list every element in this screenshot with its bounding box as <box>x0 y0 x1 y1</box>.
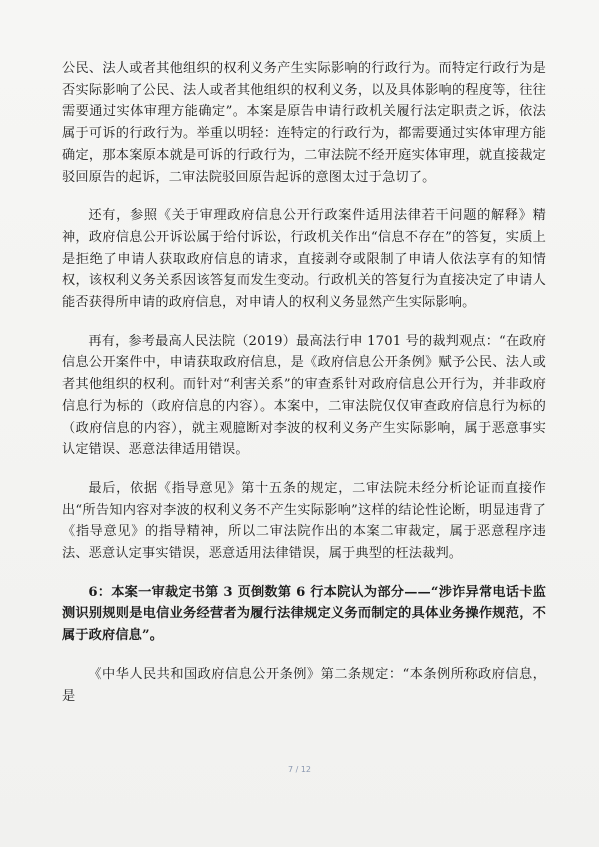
page-number: 7 / 12 <box>287 765 312 774</box>
paragraph-6: 《中华人民共和国政府信息公开条例》第二条规定：“本条例所称政府信息，是 <box>62 666 546 704</box>
paragraph-3: 再有，参考最高人民法院（2019）最高法行申 1701 号的裁判观点：“在政府信息公开案件中，申请获取政府信息，是《政府信息公开条例》赋予公民、法人或者其他组织的权利。而针对“利害关系”的审查系针对政府信息公开行为，并非政府信息行为标的（政府信息的内容）。本案中，二审法院仅仅审查政府信息行为标的（政府信息的内容），就主观臆断对李波的权利义务产生实际影响，属于恶意事实认定错误、恶意法律适用错误。 <box>62 333 546 458</box>
paragraph-4: 最后，依据《指导意见》第十五条的规定，二审法院未经分析论证而直接作出“所告知内容对李波的权利义务不产生实际影响”这样的结论性论断，明显违背了《指导意见》的指导精神，所以二审法院作出的本案二审裁定，属于恶意程序违法、恶意认定事实错误，恶意适用法律错误，属于典型的枉法裁判。 <box>62 480 546 562</box>
document-body <box>62 58 546 724</box>
paragraph-2: 还有，参照《关于审理政府信息公开行政案件适用法律若干问题的解释》精神，政府信息公开诉讼属于给付诉讼，行政机关作出“信息不存在”的答复，实质上是拒绝了申请人获取政府信息的请求，直接剥夺或限制了申请人依法享有的知情权，该权利义务关系因该答复而发生变动。行政机关的答复行为直接决定了申请人能否获得所申请的政府信息，对申请人的权利义务显然产生实际影响。 <box>62 208 546 311</box>
paragraph-1: 公民、法人或者其他组织的权利义务产生实际影响的行政行为。而特定行政行为是否实际影响了公民、法人或者其他组织的权利义务，以及具体影响的程度等，往往需要通过实体审理方能确定”。本案是原告申请行政机关履行法定职责之诉，依法属于可诉的行政行为。举重以明轻：连特定的行政行为，都需要通过实体审理方能确定，那本案原本就是可诉的行政行为，二审法院不经开庭实体审理，就直接裁定驳回原告的起诉，二审法院驳回原告起诉的意图太过于急切了。 <box>62 61 546 185</box>
paragraph-5-heading: 6：本案一审裁定书第 3 页倒数第 6 行本院认为部分——“涉诈异常电话卡监测识别规则是电信业务经营者为履行法律规定义务而制定的具体业务操作规范，不属于政府信息”。 <box>62 584 546 644</box>
